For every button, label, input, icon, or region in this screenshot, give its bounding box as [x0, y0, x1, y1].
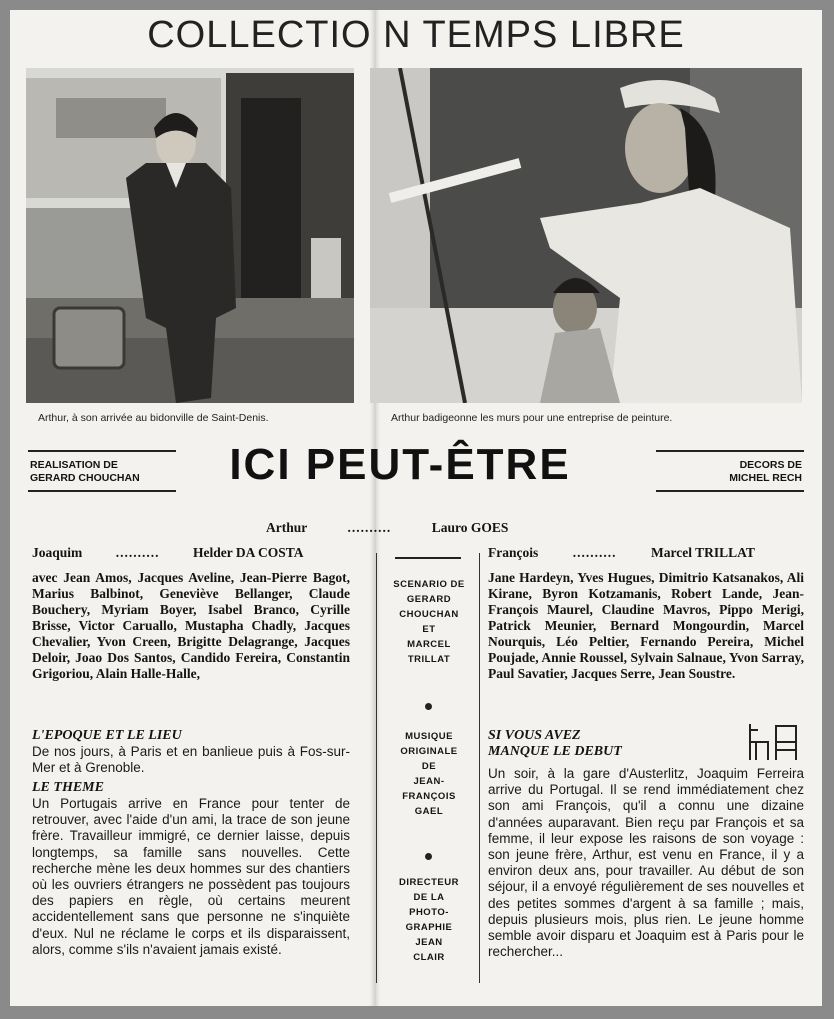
credit-line: ET	[422, 624, 436, 635]
credit-line: CLAIR	[413, 952, 445, 963]
section-heading-epoque: L'EPOQUE ET LE LIEU	[32, 728, 182, 743]
credit-line: JEAN	[415, 937, 443, 948]
director-credit	[28, 450, 176, 492]
credit-line: GAEL	[414, 806, 444, 817]
role-name: Joaquim	[32, 545, 83, 560]
music-credit	[377, 729, 481, 819]
cast-list-left: avec Jean Amos, Jacques Aveline, Jean-Pierre Bagot, Marius Balbinot, Geneviève Bellanger, Claude Bouchery, Myriam Boyer, Isabel Branco, Cyrille Brisse, Victor Caruallo, Mustapha Chadly, Jacques Chevalier, Yvon Creen, Brigitte Delagrange, Jacques Deloir, Joao Dos Santos, Candido Fereira, Constantin Grigoriou, Alain Halle-Halle,	[32, 570, 350, 681]
photo-arthur-arrival	[26, 68, 354, 403]
role-actor: Helder DA COSTA	[193, 545, 304, 560]
credit-line: REALISATION DE	[30, 459, 118, 471]
heading-line: MANQUE LE DEBUT	[488, 744, 622, 759]
screenplay-credit	[377, 577, 481, 667]
photo-caption-right: Arthur badigeonne les murs pour une entreprise de peinture.	[391, 412, 673, 424]
set-design-credit	[656, 450, 804, 492]
credit-line: CHOUCHAN	[399, 609, 459, 620]
credit-line: DECORS DE	[739, 459, 802, 471]
credit-line: SCENARIO DE	[393, 579, 465, 590]
role-dots: ..........	[572, 545, 617, 560]
photo-caption-left: Arthur, à son arrivée au bidonville de Saint-Denis.	[38, 412, 269, 424]
credit-line: PHOTO-	[409, 907, 449, 918]
section-heading-theme: LE THEME	[32, 780, 104, 795]
bullet-icon	[425, 853, 432, 860]
bullet-icon	[425, 703, 432, 710]
photography-credit	[377, 875, 481, 965]
role-joaquim	[32, 545, 304, 561]
credit-line: GRAPHIE	[405, 922, 453, 933]
role-name: Arthur	[266, 520, 308, 535]
credit-line: GERARD	[406, 594, 452, 605]
collection-header: COLLECTIO N TEMPS LIBRE	[147, 14, 685, 56]
credit-line: MARCEL	[407, 639, 451, 650]
credit-line: DE	[421, 761, 437, 772]
photo-arthur-painting	[370, 68, 802, 403]
section-heading-debut	[488, 728, 622, 760]
credit-line: GERARD CHOUCHAN	[30, 472, 140, 484]
cast-list-right: Jane Hardeyn, Yves Hugues, Dimitrio Katsanakos, Ali Kirane, Byron Kotzamanis, Robert Lande, Jean-François Maurel, Claudine Mavros, Pippo Merigi, Patrick Meunier, Bernard Mongourdin, Marcel Nourquis, Léo Peltier, Fernando Pereira, Michel Poujade, Annie Roussel, Sylvain Salnaue, Yvon Sarray, Paul Savatier, Jacques Serre, Jean Soustre.	[488, 570, 804, 681]
section-text-theme: Un Portugais arrive en France pour tenter de retrouver, avec l'aide d'un ami, la trace de son jeune frère. Travailleur immigré, ce dernier laisse, depuis longtemps, sa famille sans nouvelles. Cette recherche mène les deux hommes sur des chantiers où les ouvriers étrangers ne possèdent pas toujours des papiers en règle, où certains meurent accidentellement sans que personne ne s'inquiète d'eux. Nul ne réclame le corps et ils disparaissent, alors, comme s'ils n'avaient jamais existé.	[32, 796, 350, 957]
credits-column	[376, 553, 480, 983]
credit-line: DE LA	[413, 892, 445, 903]
credit-line: JEAN-	[413, 776, 445, 787]
credit-line: MUSIQUE	[405, 731, 453, 742]
role-name: François	[488, 545, 539, 560]
credit-line: ORIGINALE	[400, 746, 458, 757]
role-actor: Marcel TRILLAT	[651, 545, 755, 560]
credit-line: MICHEL RECH	[729, 472, 802, 484]
role-dots: ..........	[347, 520, 392, 535]
section-text-debut: Un soir, à la gare d'Austerlitz, Joaquim Ferreira arrive du Portugal. Il se rend immédiatement chez son ami François, qu'il a connu une dizaine d'années auparavant. Bien reçu par François et sa femme, il leur expose les raisons de son voyage : son jeune frère, Arthur, est venu en France, il y a environ deux ans, pour travailler. Au début de son séjour, il a envoyé régulièrement de ses nouvelles et des petites sommes d'argent à sa famille ; mais, depuis plusieurs mois, plus rien. Le jeune homme semble avoir disparu et Joaquim est à Paris pour le rechercher...	[488, 766, 804, 960]
credit-line: DIRECTEUR	[399, 877, 459, 888]
column-rule	[395, 557, 461, 559]
role-actor: Lauro GOES	[431, 520, 509, 535]
heading-line: SI VOUS AVEZ	[488, 728, 581, 743]
credit-line: FRANÇOIS	[402, 791, 456, 802]
section-text-epoque: De nos jours, à Paris et en banlieue puis à Fos-sur-Mer et à Grenoble.	[32, 744, 350, 776]
film-title: ICI PEUT-ÊTRE	[229, 440, 571, 489]
chairs-icon	[746, 722, 802, 767]
credit-line: TRILLAT	[407, 654, 451, 665]
role-francois	[488, 545, 755, 561]
role-arthur	[266, 520, 508, 536]
magazine-page	[10, 10, 822, 1006]
role-dots: ..........	[115, 545, 160, 560]
